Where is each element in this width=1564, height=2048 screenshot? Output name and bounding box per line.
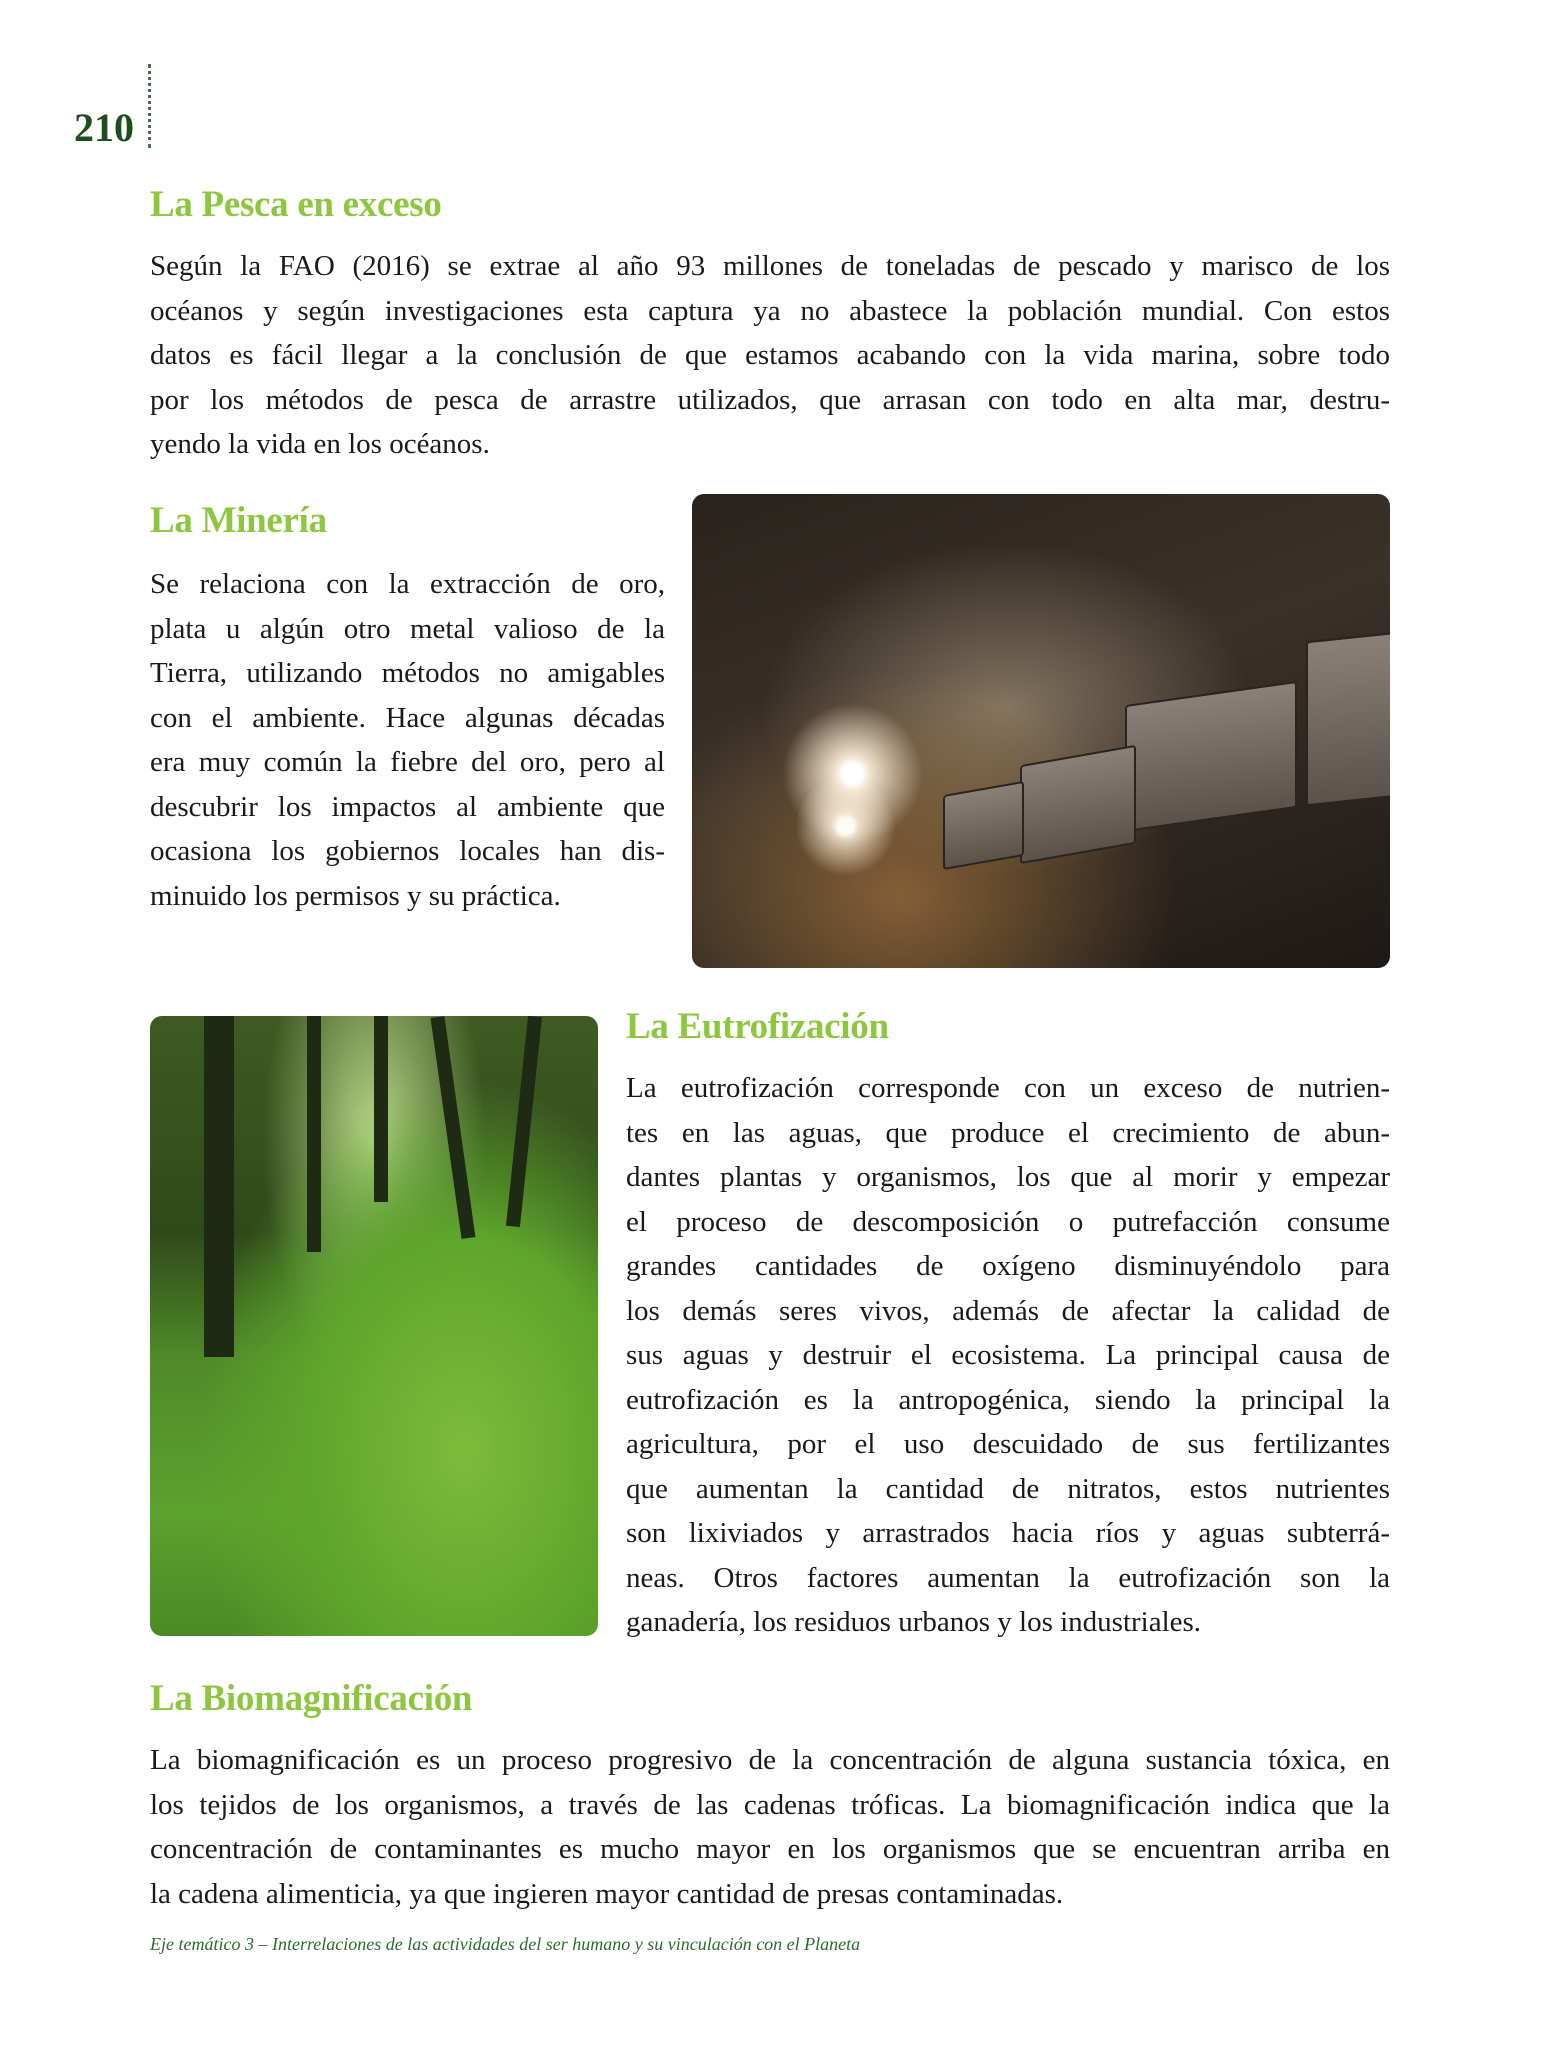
text-line: tes en las aguas, que produce el crecimiento de abun- xyxy=(626,1116,1390,1149)
text-line: Según la FAO (2016) se extrae al año 93 millones de toneladas de pescado y marisco de los xyxy=(150,250,1390,282)
text-line: eutrofización es la antropogénica, siendo la principal la xyxy=(626,1383,1390,1416)
text-line: yendo la vida en los océanos. xyxy=(150,428,490,460)
text-line: Se relaciona con la extracción de oro, xyxy=(150,568,665,600)
text-line: concentración de contaminantes es mucho mayor en los organismos que se encuentran arriba en xyxy=(150,1833,1390,1865)
text-line: grandes cantidades de oxígeno disminuyéndolo para xyxy=(626,1250,1390,1282)
text-line: era muy común la fiebre del oro, pero al xyxy=(150,746,665,778)
mine-cart xyxy=(1306,631,1390,807)
text-line: neas. Otros factores aumentan la eutrofización son la xyxy=(626,1561,1390,1594)
mine-cart xyxy=(1125,681,1297,832)
text-line: dantes plantas y organismos, los que al morir y empezar xyxy=(626,1161,1390,1193)
text-line: plata u algún otro metal valioso de la xyxy=(150,612,665,645)
text-line: minuido los permisos y su práctica. xyxy=(150,879,561,912)
heading-mineria: La Minería xyxy=(150,500,327,541)
text-line: La eutrofización corresponde con un exceso de nutrien- xyxy=(626,1072,1390,1104)
text-line: el proceso de descomposición o putrefacción consume xyxy=(626,1205,1390,1238)
paragraph-mineria xyxy=(150,562,665,918)
heading-biomagnificacion: La Biomagnificación xyxy=(150,1678,473,1719)
text-line: descubrir los impactos al ambiente que xyxy=(150,790,665,823)
text-line: océanos y según investigaciones esta captura ya no abastece la población mundial. Con estos xyxy=(150,294,1390,327)
page-number-divider xyxy=(148,64,151,148)
eutrophic-swamp-photo xyxy=(150,1016,598,1636)
text-line: los tejidos de los organismos, a través de las cadenas tróficas. La biomagnificación indica que la xyxy=(150,1788,1390,1821)
text-line: datos es fácil llegar a la conclusión de que estamos acabando con la vida marina, sobre todo xyxy=(150,339,1390,371)
text-line: la cadena alimenticia, ya que ingieren mayor cantidad de presas contaminadas. xyxy=(150,1877,1064,1910)
page-footer: Eje temático 3 – Interrelaciones de las actividades del ser humano y su vinculación con el Planeta xyxy=(150,1934,861,1954)
text-line: agricultura, por el uso descuidado de sus fertilizantes xyxy=(626,1428,1390,1460)
paragraph-eutrofizacion xyxy=(626,1066,1390,1645)
text-line: ganadería, los residuos urbanos y los industriales. xyxy=(626,1606,1202,1638)
text-line: Tierra, utilizando métodos no amigables xyxy=(150,657,665,689)
paragraph-biomagnificacion xyxy=(150,1738,1390,1916)
tree-trunk xyxy=(430,1016,475,1239)
text-line: que aumentan la cantidad de nitratos, estos nutrientes xyxy=(626,1472,1390,1505)
text-line: los demás seres vivos, además de afectar la calidad de xyxy=(626,1294,1390,1327)
tree-trunk xyxy=(374,1016,388,1202)
tree-trunk xyxy=(204,1016,234,1357)
mine-tunnel-photo xyxy=(692,494,1390,968)
text-line: sus aguas y destruir el ecosistema. La principal causa de xyxy=(626,1339,1390,1371)
page-number: 210 xyxy=(74,105,134,150)
text-line: con el ambiente. Hace algunas décadas xyxy=(150,701,665,734)
mine-cart xyxy=(1020,744,1136,863)
tree-trunk xyxy=(506,1016,542,1227)
text-line: ocasiona los gobiernos locales han dis- xyxy=(150,835,665,867)
tree-trunk xyxy=(307,1016,321,1252)
mine-cart xyxy=(943,781,1024,870)
heading-pesca: La Pesca en exceso xyxy=(150,184,442,225)
paragraph-pesca xyxy=(150,244,1390,467)
heading-eutrofizacion: La Eutrofización xyxy=(626,1006,889,1047)
text-line: La biomagnificación es un proceso progresivo de la concentración de alguna sustancia tóxica, en xyxy=(150,1744,1390,1776)
text-line: son lixiviados y arrastrados hacia ríos y aguas subterrá- xyxy=(626,1517,1390,1549)
text-line: por los métodos de pesca de arrastre utilizados, que arrasan con todo en alta mar, destru- xyxy=(150,383,1390,416)
